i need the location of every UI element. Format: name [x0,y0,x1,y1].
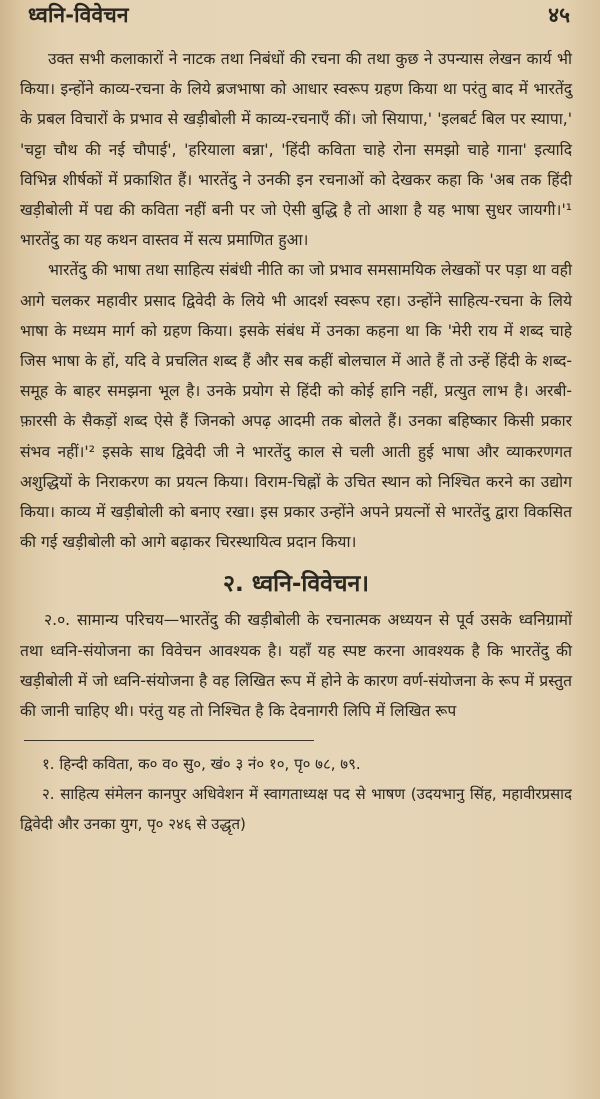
page-number: ४५ [548,3,570,27]
footnote-divider [24,740,314,741]
footnotes [20,749,572,839]
paragraph-1: उक्त सभी कलाकारों ने नाटक तथा निबंधों की रचना की तथा कुछ ने उपन्यास लेखन कार्य भी किया। इन्होंने काव्य-रचना के लिये ब्रजभाषा को आधार स्वरूप ग्रहण किया था परंतु बाद में भारतेंदु के प्रबल विचारों के प्रभाव से खड़ीबोली में काव्य-रचनाएँ कीं। जो सियापा,' 'इलबर्ट बिल पर स्यापा,' 'चट्टा चौथ की नई चौपाई', 'हरियाला बन्ना', 'हिंदी कविता चाहे रोना समझो चाहे गाना' इत्यादि विभिन्न शीर्षकों में प्रकाशित हैं। भारतेंदु ने उनकी इन रचनाओं को देखकर कहा कि 'अब तक हिंदी खड़ीबोली में पद्य की कविता नहीं बनी पर जो ऐसी बुद्धि है तो आशा है यह भाषा सुधर जायगी।'¹ भारतेंदु का यह कथन वास्तव में सत्य प्रमाणित हुआ। [20,50,572,250]
section-heading: २. ध्वनि-विवेचन। [222,571,370,598]
footnote-2: २. साहित्य संमेलन कानपुर अधिवेशन में स्वागताध्यक्ष पद से भाषण (उदयभानु सिंह, महावीरप्रसाद द्विवेदी और उनका युग, पृ० २४६ से उद्धृत) [20,785,572,834]
section-text [20,605,572,726]
paragraph-3: २.०. सामान्य परिचय—भारतेंदु की खड़ीबोली के रचनात्मक अध्ययन से पूर्व उसके ध्वनिग्रामों तथा ध्वनि-संयोजना का विवेचन आवश्यक है। यहाँ यह स्पष्ट करना आवश्यक है कि भारतेंदु की खड़ीबोली में जो ध्वनि-संयोजना है वह लिखित रूप में होने के कारण वर्ण-संयोजना के रूप में प्रस्तुत की जानी चाहिए थी। परंतु यह तो निश्चित है कि देवनागरी लिपि में लिखित रूप [20,611,572,721]
page-header [20,0,572,36]
running-head: ध्वनि-विवेचन [28,3,129,27]
paragraph-2: भारतेंदु की भाषा तथा साहित्य संबंधी नीति का जो प्रभाव समसामयिक लेखकों पर पड़ा था वही आगे चलकर महावीर प्रसाद द्विवेदी के लिये भी आदर्श स्वरूप रहा। उन्होंने साहित्य-रचना के लिये भाषा के मध्यम मार्ग को ग्रहण किया। इसके संबंध में उनका कहना था कि 'मेरी राय में शब्द चाहे जिस भाषा के हों, यदि वे प्रचलित शब्द हैं और सब कहीं बोलचाल में आते हैं तो उन्हें हिंदी के शब्द-समूह के बाहर समझना भूल है। उनके प्रयोग से हिंदी को कोई हानि नहीं, प्रत्युत लाभ है। अरबी-फ़ारसी के सैकड़ों शब्द ऐसे हैं जिनको अपढ़ आदमी तक बोलते हैं। उनका बहिष्कार किसी प्रकार संभव नहीं।'² इसके साथ द्विवेदी जी ने भारतेंदु काल से चली आती हुई भाषा और व्याकरणगत अशुद्धियों के निराकरण का प्रयत्न किया। विराम-चिह्नों के उचित स्थान को निश्चित करने का उद्योग किया। काव्य में खड़ीबोली को बनाए रखा। इस प्रकार उन्होंने अपने प्रयत्नों से भारतेंदु द्वारा विकसित की गई खड़ीबोली को आगे बढ़ाकर चिरस्थायित्व प्रदान किया। [20,261,573,552]
main-text [20,44,572,557]
footnote-1: १. हिन्दी कविता, क० व० सु०, खं० ३ नं० १०, पृ० ७८, ७९. [42,755,361,774]
